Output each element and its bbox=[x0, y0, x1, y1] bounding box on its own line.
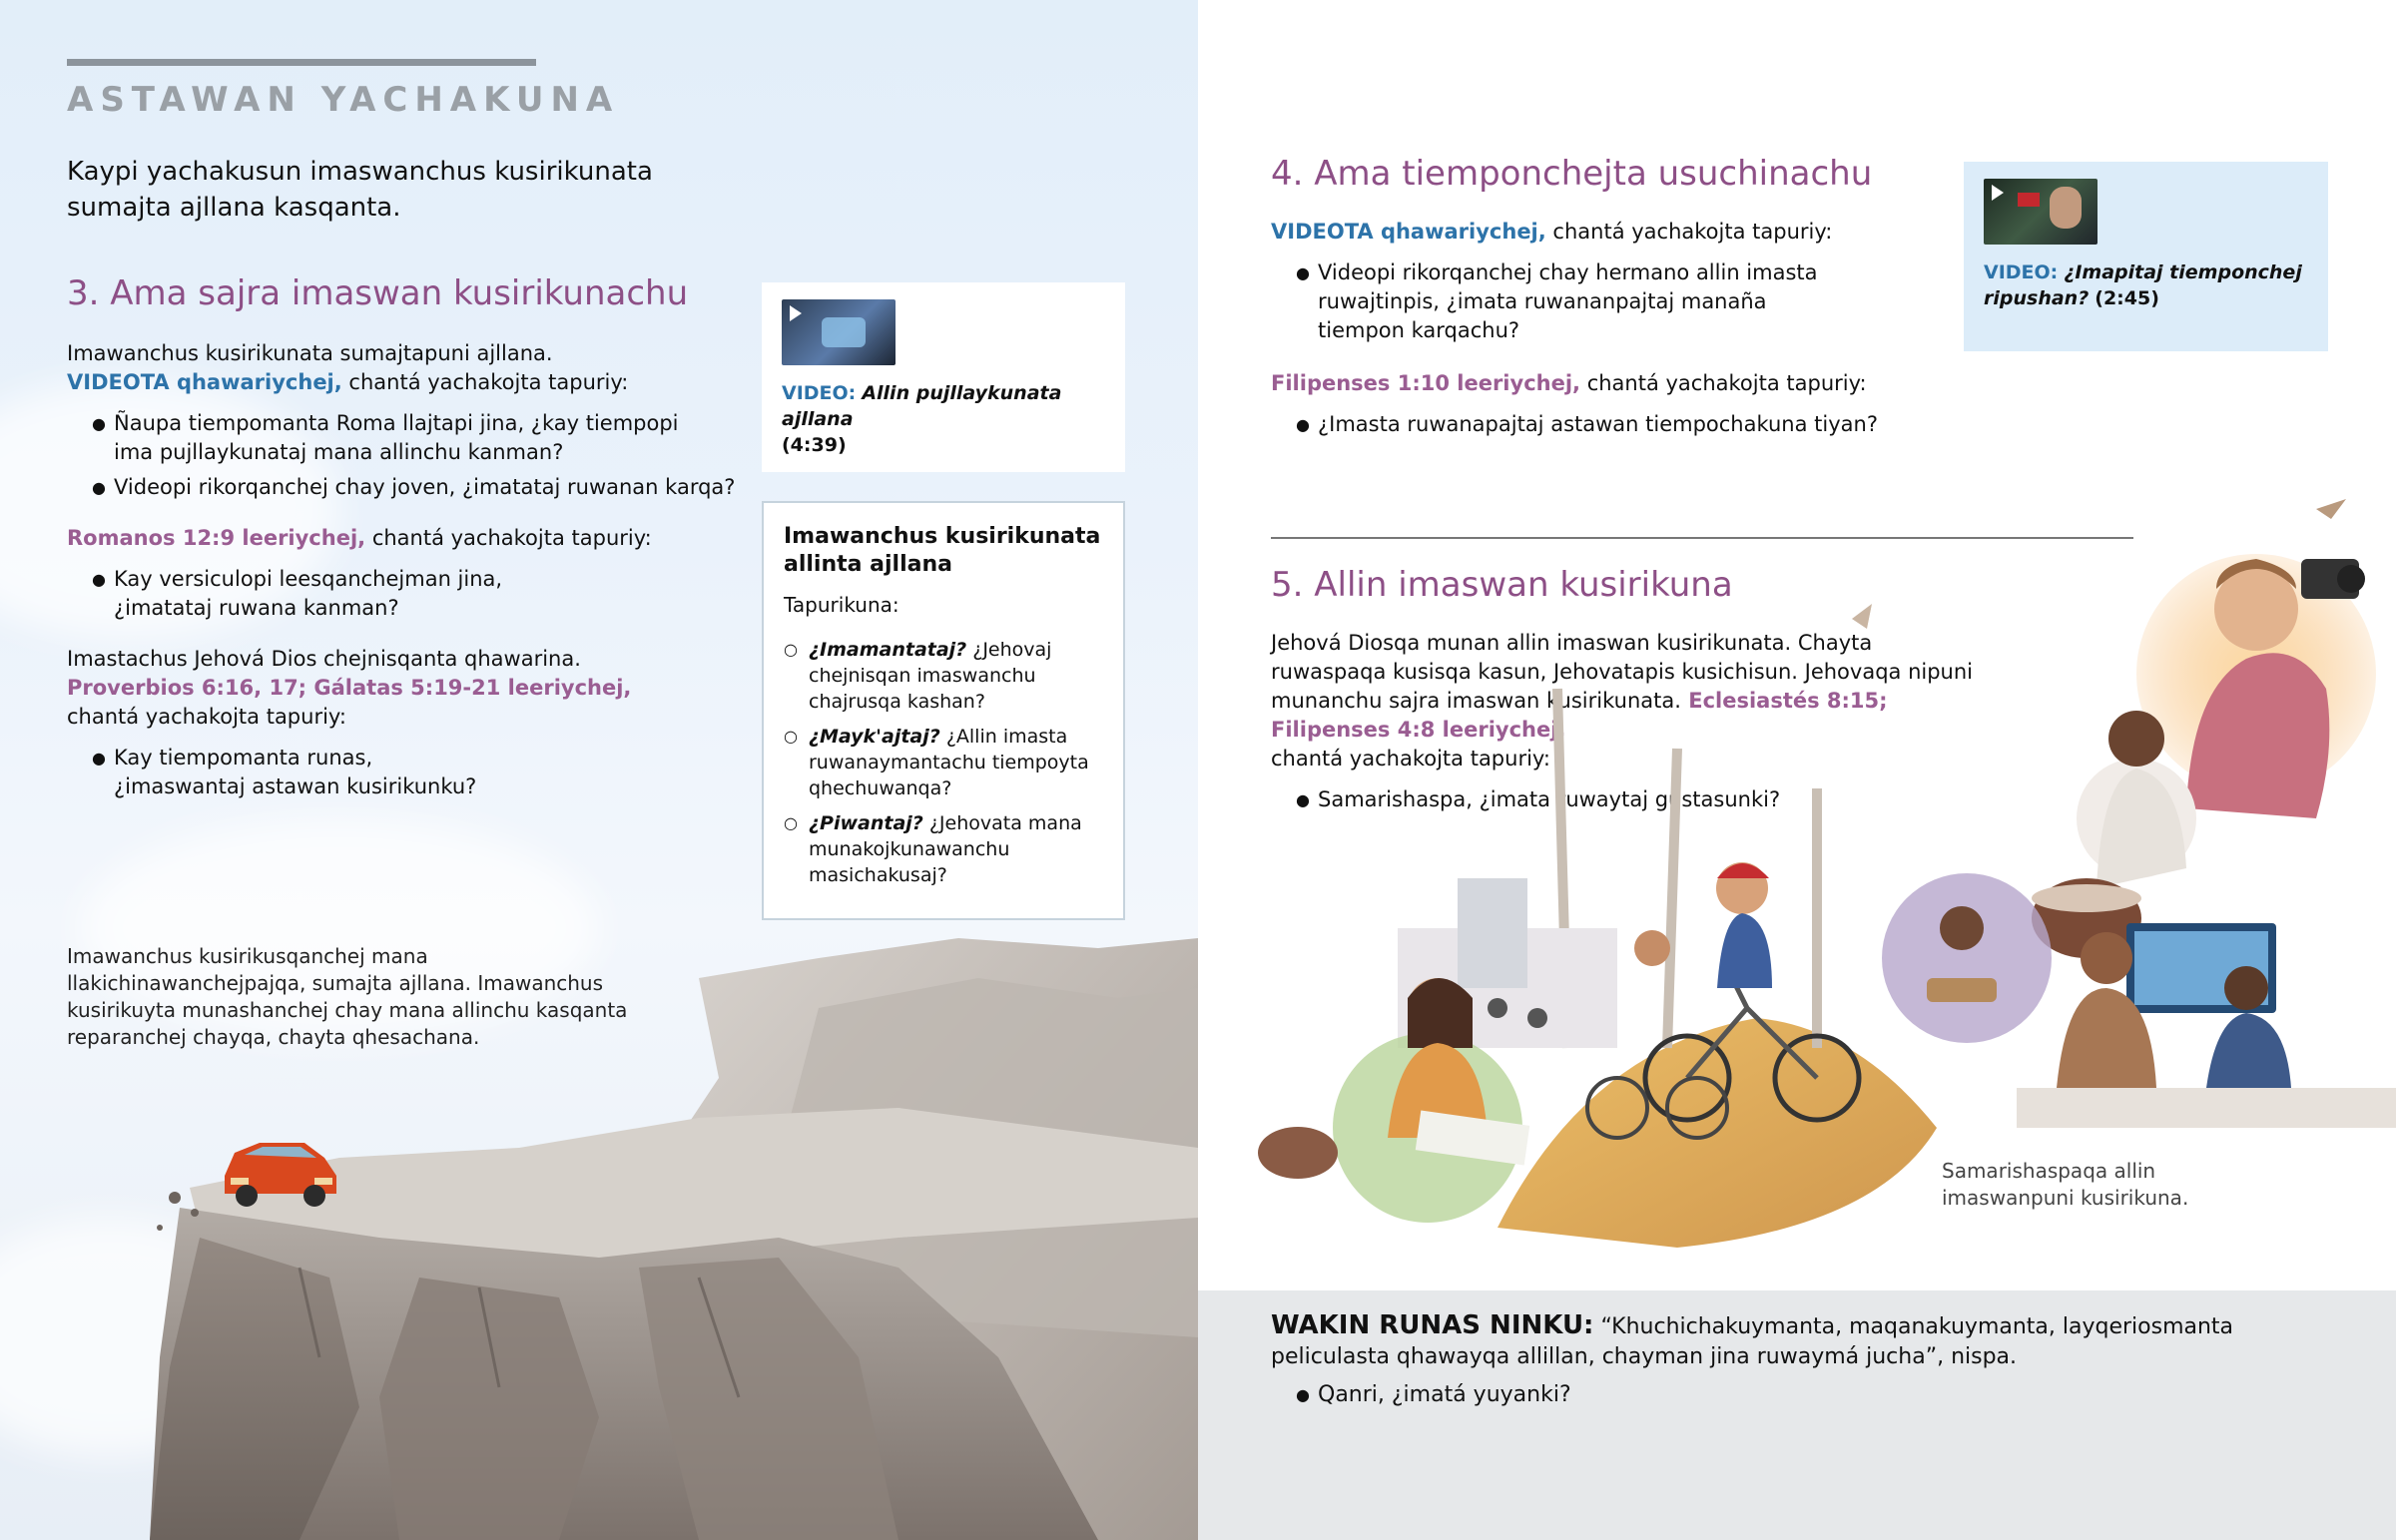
list-item: ○ ¿Piwantaj? ¿Jehovata mana munakojkunawanchu masichakusaj? bbox=[784, 810, 1103, 888]
section-eyebrow: ASTAWAN YACHAKUNA bbox=[67, 80, 620, 120]
illustration-caption: Imawanchus kusirikusqanchej mana llakichinawanchejpajqa, sumajta ajllana. Imawanchus kusirikuyta munashanchej chay mana allinchu kasqanta reparanchej chayqa, chayta qhesachana. bbox=[67, 944, 628, 1049]
list-item: ● Samarishaspa, ¿imata ruwaytaj gustasunki? bbox=[1271, 785, 1990, 814]
video-caption: VIDEO: Allin pujllaykunata ajllana (4:39) bbox=[782, 382, 1062, 456]
box-subtitle: Tapurikuna: bbox=[784, 593, 899, 617]
section-3-heading: 3. Ama sajra imaswan kusirikunachu bbox=[67, 273, 689, 313]
video-link[interactable]: VIDEOTA qhawariychej, bbox=[1271, 220, 1546, 244]
video-card[interactable] bbox=[1964, 162, 2328, 351]
bullet-list bbox=[1271, 258, 1910, 345]
intro-text: Kaypi yachakusun imaswanchus kusirikunata sumajta ajllana kasqanta. bbox=[67, 157, 653, 223]
bullet-list bbox=[1271, 1380, 2269, 1410]
video-card[interactable] bbox=[762, 282, 1125, 472]
play-icon[interactable] bbox=[1992, 185, 2004, 201]
list-item: ● Kay tiempomanta runas, ¿imaswantaj astawan kusirikunku? bbox=[67, 744, 486, 801]
bullet-list bbox=[67, 565, 726, 623]
top-rule bbox=[67, 59, 536, 66]
questions-box bbox=[762, 501, 1125, 920]
leisure-illustration bbox=[1258, 489, 2396, 1248]
list-item: ● Videopi rikorqanchej chay joven, ¿imatataj ruwanan karqa? bbox=[67, 473, 746, 502]
illustration-caption: Samarishaspaqa allin imaswanpuni kusirikuna. bbox=[1942, 1159, 2189, 1210]
scripture-link[interactable]: Proverbios 6:16, 17; Gálatas 5:19-21 leeriychej, bbox=[67, 676, 632, 700]
play-icon[interactable] bbox=[790, 305, 802, 321]
footer-quote: “Khuchichakuymanta, maqanakuymanta, layqeriosmanta peliculasta qhawayqa allillan, chayman jina ruwaymá jucha”, nispa. bbox=[1271, 1314, 2234, 1369]
section-3-body: Imawanchus kusirikunata sumajtapuni ajllana. VIDEOTA qhawariychej, chantá yachakojta tapuriy: ● Ñaupa tiempomanta Roma llajtapi jina, ¿kay tiempopi ima pujllaykunataj mana allinchu kanman? ● Videopi rikorqanchej chay joven, ¿imatataj ruwanan karqa? Romanos 12:9 leeriychej, chantá yachakojta tapuriy: ● Kay versiculopi leesqanchejman jina, ¿imatataj ruwana kanman? Imastachus Jehová Dios chejnisqanta qhawarina. Proverbios 6:16, 17; Gálatas 5:19-21 leeriychej, chantá yachakojta tapuriy: ● Kay tiempomanta runas, ¿imaswantaj astawan kusirikunku? bbox=[67, 339, 726, 813]
list-item: ● Kay versiculopi leesqanchejman jina, ¿imatataj ruwana kanman? bbox=[67, 565, 506, 623]
list-item: ● Ñaupa tiempomanta Roma llajtapi jina, ¿kay tiempopi ima pujllaykunataj mana allinchu kanman? bbox=[67, 409, 706, 467]
bullet-list bbox=[67, 744, 726, 801]
video-thumbnail[interactable] bbox=[1984, 179, 2097, 245]
footer-panel bbox=[1198, 1290, 2396, 1540]
bullet-list bbox=[1271, 410, 1910, 439]
section-3-line1: Imawanchus kusirikunata sumajtapuni ajllana. bbox=[67, 341, 553, 365]
section-4-heading: 4. Ama tiemponchejta usuchinachu bbox=[1271, 154, 1873, 194]
box-list bbox=[784, 637, 1103, 888]
list-item: ● Videopi rikorqanchej chay hermano allin imasta ruwajtinpis, ¿imata ruwananpajtaj manaña tiempon karqachu? bbox=[1271, 258, 1850, 345]
video-link[interactable]: VIDEOTA qhawariychej, bbox=[67, 370, 342, 394]
list-item: ● ¿Imasta ruwanapajtaj astawan tiempochakuna tiyan? bbox=[1271, 410, 1910, 439]
video-thumbnail[interactable] bbox=[782, 299, 896, 365]
scripture-link[interactable]: Filipenses 1:10 leeriychej, bbox=[1271, 371, 1581, 395]
footer-text bbox=[1271, 1310, 2269, 1422]
list-item: ○ ¿Mayk'ajtaj? ¿Allin imasta ruwanaymantachu tiempoyta qhechuwanqa? bbox=[784, 724, 1103, 801]
scripture-link[interactable]: Eclesiastés 8:15; Filipenses 4:8 leeriychej, bbox=[1271, 689, 1888, 742]
box-title: Imawanchus kusirikunata allinta ajllana bbox=[784, 524, 1101, 577]
footer-label: WAKIN RUNAS NINKU: bbox=[1271, 1310, 1594, 1340]
list-item: ● Qanri, ¿imatá yuyanki? bbox=[1271, 1380, 2269, 1410]
bullet-list bbox=[67, 409, 736, 502]
section-5-body: Jehová Diosqa munan allin imaswan kusirikunata. Chayta ruwaspaqa kusisqa kasun, Jehovatapis kusichisun. Jehovaqa nipuni munanchu sajra imaswan kusirikunata. Eclesiastés 8:15; Filipenses 4:8 leeriychej, chantá yachakojta tapuriy: ● Samarishaspa, ¿imata ruwaytaj gustasunki? bbox=[1271, 629, 1990, 826]
section-3-line2: Imastachus Jehová Dios chejnisqanta qhawarina. bbox=[67, 647, 581, 671]
video-caption: VIDEO: ¿Imapitaj tiemponchej ripushan? (2:45) bbox=[1984, 261, 2302, 309]
section-4-body: VIDEOTA qhawariychej, chantá yachakojta tapuriy: ● Videopi rikorqanchej chay hermano allin imasta ruwajtinpis, ¿imata ruwananpajtaj manaña tiempon karqachu? Filipenses 1:10 leeriychej, chantá yachakojta tapuriy: ● ¿Imasta ruwanapajtaj astawan tiempochakuna tiyan? bbox=[1271, 218, 1910, 451]
right-page bbox=[1198, 0, 2396, 1540]
list-item: ○ ¿Imamantataj? ¿Jehovaj chejnisqan imaswanchu chajrusqa kashan? bbox=[784, 637, 1103, 715]
scripture-link[interactable]: Romanos 12:9 leeriychej, bbox=[67, 526, 366, 550]
section-5-heading: 5. Allin imaswan kusirikuna bbox=[1271, 565, 1733, 605]
